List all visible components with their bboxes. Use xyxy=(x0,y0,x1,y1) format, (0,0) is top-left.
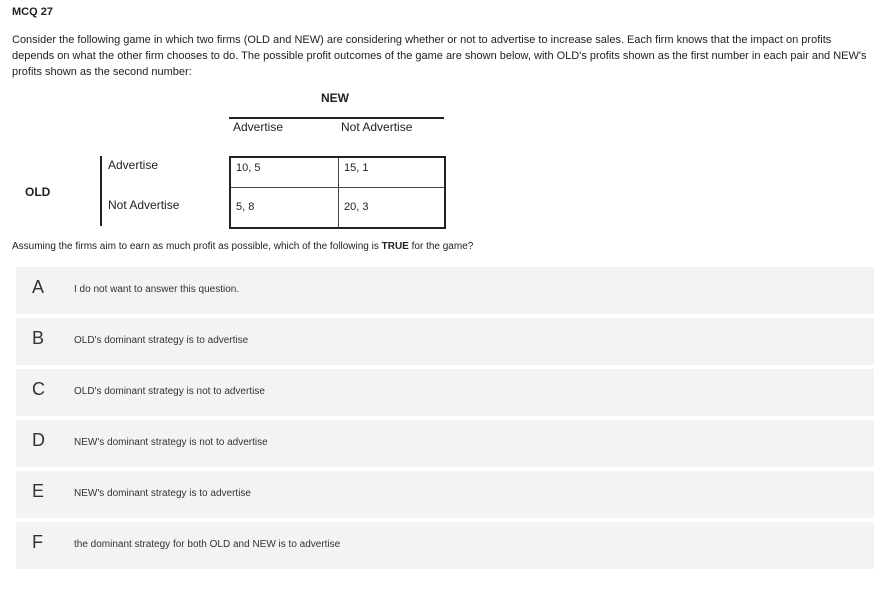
answer-options xyxy=(16,267,874,573)
option-letter: C xyxy=(32,379,45,399)
question-prompt xyxy=(12,241,473,252)
col-header-advertise: Advertise xyxy=(233,120,284,134)
question-title: MCQ 27 xyxy=(12,6,53,18)
option-text: NEW's dominant strategy is to advertise xyxy=(74,488,251,499)
option-a[interactable] xyxy=(16,267,874,318)
option-f[interactable] xyxy=(16,522,874,573)
payoff-cell: 20, 3 xyxy=(344,201,369,213)
matrix-divider-horizontal xyxy=(231,187,444,188)
row-header-advertise: Advertise xyxy=(108,158,159,172)
col-player-label: NEW xyxy=(321,91,349,105)
question-text-end: for the game? xyxy=(408,241,474,252)
option-letter: F xyxy=(32,532,43,552)
row-header-rule xyxy=(100,156,102,226)
option-e[interactable] xyxy=(16,471,874,522)
option-b[interactable] xyxy=(16,318,874,369)
option-d[interactable] xyxy=(16,420,874,471)
option-letter: E xyxy=(32,481,45,501)
row-player-label: OLD xyxy=(25,185,51,199)
option-text: OLD's dominant strategy is not to advertise xyxy=(74,386,265,397)
option-c[interactable] xyxy=(16,369,874,420)
option-text: the dominant strategy for both OLD and NEW is to advertise xyxy=(74,539,341,550)
col-header-rule xyxy=(229,117,444,119)
payoff-cell: 15, 1 xyxy=(344,162,369,174)
option-letter: D xyxy=(32,430,45,450)
payoff-cell: 10, 5 xyxy=(236,162,261,174)
option-text: OLD's dominant strategy is to advertise xyxy=(74,335,249,346)
payoff-cell: 5, 8 xyxy=(236,201,255,213)
col-header-not-advertise: Not Advertise xyxy=(341,120,413,134)
payoff-matrix xyxy=(229,156,446,229)
option-letter: B xyxy=(32,328,45,348)
question-stem: Consider the following game in which two firms (OLD and NEW) are considering whether or not to advertise to increase sales. Each firm knows that the impact on profits depends on what the other firm chooses to do. The possible profit outcomes of the game are shown below, with OLD's profits shown as the first number in each pair and NEW's profits shown as the second number: xyxy=(12,34,867,78)
row-header-not-advertise: Not Advertise xyxy=(108,198,180,212)
option-letter: A xyxy=(32,277,45,297)
option-text: I do not want to answer this question. xyxy=(74,284,240,295)
question-emphasis: TRUE xyxy=(381,241,409,252)
question-text: Assuming the firms aim to earn as much profit as possible, which of the following is xyxy=(12,241,382,252)
option-text: NEW's dominant strategy is not to advertise xyxy=(74,437,268,448)
